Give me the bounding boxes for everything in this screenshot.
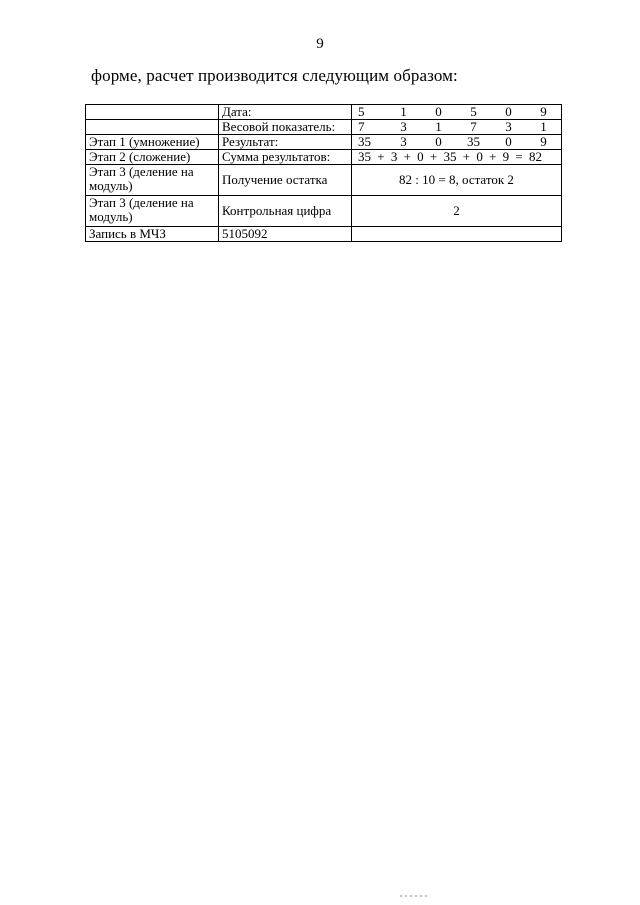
digit: 0 [435,134,442,149]
digit: 3 [400,134,407,149]
digit: 0 [505,134,512,149]
table-row-weight [86,120,562,135]
cell-label: Результат: [219,135,352,150]
table-row-stage2 [86,150,562,165]
digit: 0 [505,104,512,119]
cell-check-digit: 2 [352,196,562,227]
cell-label: Сумма результатов: [219,150,352,165]
cell-stage [86,105,219,120]
cell-stage [86,120,219,135]
scan-artifact [400,895,430,897]
cell-stage: Запись в МЧЗ [86,227,219,242]
cell-label: Дата: [219,105,352,120]
table-row-date [86,105,562,120]
cell-sum: 35 + 3 + 0 + 35 + 0 + 9 = 82 [352,150,562,165]
table-row-stage3-remainder [86,165,562,196]
cell-digits [352,105,562,120]
digit: 1 [435,119,442,134]
date-digits [352,105,561,119]
digit: 9 [540,134,547,149]
table-row-stage3-check [86,196,562,227]
checksum-calculation-table [85,104,562,242]
cell-label: Получение остатка [219,165,352,196]
cell-label: Контрольная цифра [219,196,352,227]
intro-paragraph: форме, расчет производится следующим образом: [91,66,458,85]
digit: 1 [540,119,547,134]
cell-stage: Этап 3 (деление на модуль) [86,165,219,196]
page-number: 9 [316,36,324,52]
table-row-stage1 [86,135,562,150]
digit: 3 [400,119,407,134]
digit: 3 [505,119,512,134]
result-digits [352,135,561,149]
cell-stage: Этап 2 (сложение) [86,150,219,165]
table-row-record [86,227,562,242]
digit: 5 [358,104,365,119]
digit: 9 [540,104,547,119]
digit: 35 [358,134,371,149]
digit: 0 [435,104,442,119]
digit: 1 [400,104,407,119]
cell-empty [352,227,562,242]
digit: 7 [470,119,477,134]
cell-digits [352,120,562,135]
weight-digits [352,120,561,134]
cell-label: Весовой показатель: [219,120,352,135]
digit: 7 [358,119,365,134]
digit: 5 [470,104,477,119]
cell-remainder: 82 : 10 = 8, остаток 2 [352,165,562,196]
cell-record-value: 5105092 [219,227,352,242]
digit: 35 [467,134,480,149]
cell-digits [352,135,562,150]
cell-stage: Этап 3 (деление на модуль) [86,196,219,227]
cell-stage: Этап 1 (умножение) [86,135,219,150]
